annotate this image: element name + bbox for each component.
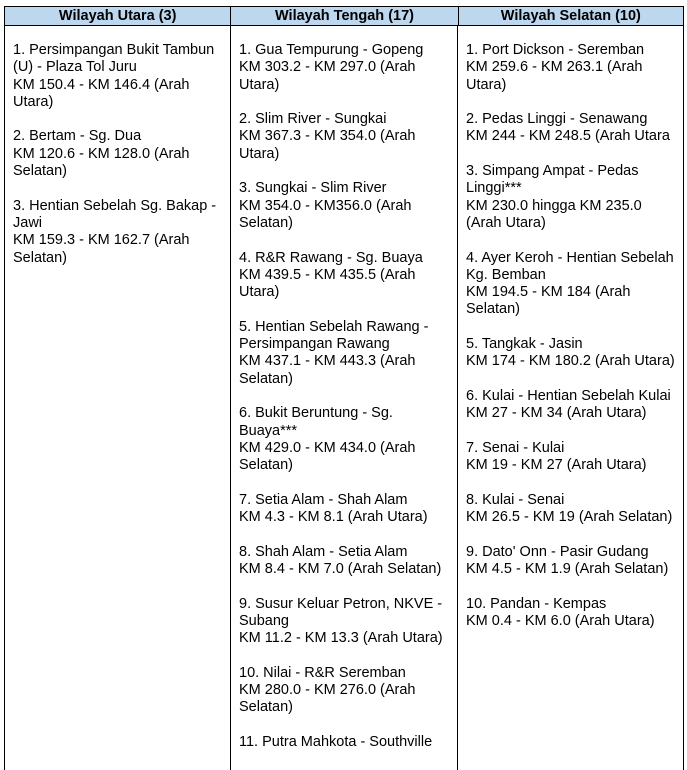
route-km-range: KM 259.6 - KM 263.1 (Arah Utara) — [466, 59, 643, 93]
route-km-range: KM 26.5 - KM 19 (Arah Selatan) — [466, 509, 673, 526]
route-name: 5. Hentian Sebelah Rawang - Persimpangan Rawang — [239, 318, 429, 353]
list-item — [466, 596, 677, 631]
list-item — [466, 388, 677, 423]
column-wilayah-tengah — [231, 26, 458, 770]
header-wilayah-selatan: Wilayah Selatan (10) — [459, 7, 683, 25]
list-item — [239, 405, 451, 474]
route-km-range: KM 194.5 - KM 184 (Arah Selatan) — [466, 284, 631, 318]
roadworks-table — [4, 6, 684, 770]
route-name: 4. Ayer Keroh - Hentian Sebelah Kg. Bemban — [466, 249, 674, 283]
list-item — [466, 250, 677, 319]
route-km-range: KM 159.3 - KM 162.7 (Arah Selatan) — [13, 232, 190, 266]
route-km-range: KM 439.5 - KM 435.5 (Arah Utara) — [239, 266, 416, 301]
route-name: 2. Bertam - Sg. Dua — [13, 128, 142, 145]
list-item — [239, 42, 451, 94]
list-item — [239, 250, 451, 302]
route-name: 2. Slim River - Sungkai — [239, 111, 387, 128]
list-item — [466, 163, 677, 232]
route-name: 3. Sungkai - Slim River — [239, 180, 387, 197]
route-name: 11. Putra Mahkota - Southville — [239, 733, 433, 750]
list-item — [239, 492, 451, 527]
list-item — [239, 596, 451, 648]
list-item — [466, 42, 677, 94]
route-km-range: KM 120.6 - KM 128.0 (Arah Selatan) — [13, 145, 190, 180]
route-km-range: KM 8.4 - KM 7.0 (Arah Selatan) — [239, 560, 442, 577]
route-km-range: KM 354.0 - KM356.0 (Arah Selatan) — [239, 197, 412, 231]
column-wilayah-selatan — [458, 26, 683, 770]
header-wilayah-tengah: Wilayah Tengah (17) — [231, 7, 458, 25]
list-item — [239, 111, 451, 163]
list-item — [239, 734, 451, 751]
header-wilayah-utara: Wilayah Utara (3) — [5, 7, 231, 25]
route-name: 9. Susur Keluar Petron, NKVE - Subang — [239, 595, 443, 629]
route-km-range: KM 4.3 - KM 8.1 (Arah Utara) — [239, 509, 428, 526]
route-km-range: KM 27 - KM 34 (Arah Utara) — [466, 405, 647, 422]
route-name: 4. R&R Rawang - Sg. Buaya — [239, 249, 423, 266]
route-km-range: KM 303.2 - KM 297.0 (Arah Utara) — [239, 59, 416, 93]
route-name: 1. Gua Tempurung - Gopeng — [239, 42, 424, 58]
route-km-range: KM 150.4 - KM 146.4 (Arah Utara) — [13, 76, 190, 110]
list-item — [13, 128, 224, 180]
list-item — [13, 198, 224, 267]
route-name: 3. Hentian Sebelah Sg. Bakap - Jawi — [13, 197, 217, 231]
list-item — [239, 544, 451, 579]
route-name: 2. Pedas Linggi - Senawang — [466, 111, 648, 128]
list-item — [466, 111, 677, 146]
table-header-row — [5, 7, 683, 26]
column-wilayah-utara — [5, 26, 231, 770]
route-km-range: KM 230.0 hingga KM 235.0 (Arah Utara) — [466, 197, 642, 231]
route-km-range: KM 280.0 - KM 276.0 (Arah Selatan) — [239, 681, 416, 716]
route-km-range: KM 19 - KM 27 (Arah Utara) — [466, 457, 647, 474]
route-km-range: KM 0.4 - KM 6.0 (Arah Utara) — [466, 612, 655, 629]
route-km-range: KM 429.0 - KM 434.0 (Arah Selatan) — [239, 439, 416, 474]
table-body-row — [5, 26, 683, 770]
route-name: 1. Persimpangan Bukit Tambun (U) - Plaza Tol Juru — [13, 42, 215, 76]
route-name: 10. Nilai - R&R Seremban — [239, 664, 406, 681]
list-item — [466, 440, 677, 475]
list-item — [239, 319, 451, 388]
route-name: 5. Tangkak - Jasin — [466, 336, 583, 353]
route-km-range: KM 4.5 - KM 1.9 (Arah Selatan) — [466, 560, 669, 577]
list-item — [13, 42, 224, 111]
route-km-range: KM 367.3 - KM 354.0 (Arah Utara) — [239, 128, 416, 162]
list-item — [466, 492, 677, 527]
route-name: 1. Port Dickson - Seremban — [466, 42, 645, 58]
route-name: 6. Bukit Beruntung - Sg. Buaya*** — [239, 405, 393, 439]
route-name: 6. Kulai - Hentian Sebelah Kulai — [466, 387, 671, 404]
route-name: 8. Shah Alam - Setia Alam — [239, 543, 408, 560]
route-name: 9. Dato' Onn - Pasir Gudang — [466, 543, 649, 560]
route-km-range: KM 244 - KM 248.5 (Arah Utara — [466, 128, 670, 145]
list-item — [239, 665, 451, 717]
route-name: 10. Pandan - Kempas — [466, 595, 607, 612]
route-km-range: KM 11.2 - KM 13.3 (Arah Utara) — [239, 630, 443, 647]
route-name: 7. Setia Alam - Shah Alam — [239, 491, 408, 508]
route-km-range: KM 437.1 - KM 443.3 (Arah Selatan) — [239, 353, 416, 387]
route-name: 7. Senai - Kulai — [466, 439, 565, 456]
route-name: 8. Kulai - Senai — [466, 491, 565, 508]
route-name: 3. Simpang Ampat - Pedas Linggi*** — [466, 163, 639, 197]
list-item — [239, 180, 451, 232]
list-item — [466, 544, 677, 579]
list-item — [466, 336, 677, 371]
route-km-range: KM 174 - KM 180.2 (Arah Utara) — [466, 353, 675, 370]
